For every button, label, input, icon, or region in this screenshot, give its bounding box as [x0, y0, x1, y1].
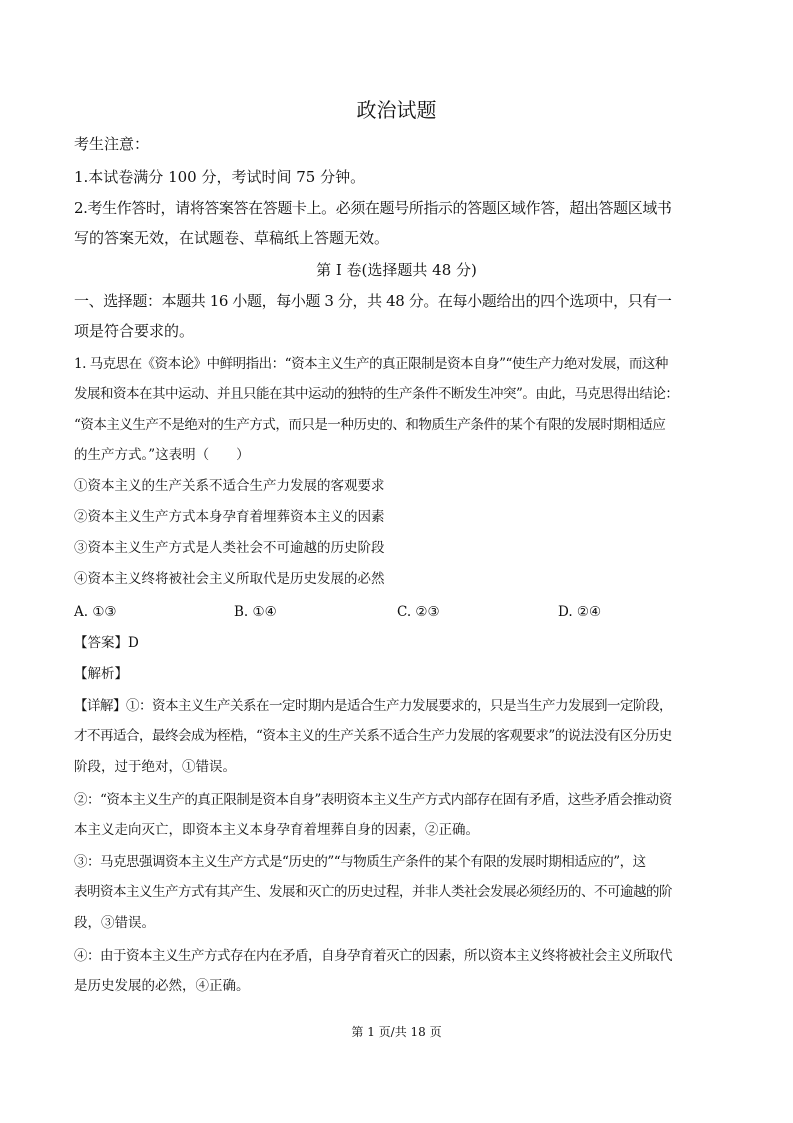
detail-line-6: ③：马克思强调资本主义生产方式是“历史的”“与物质生产条件的某个有限的发展时期相适应的”，这 — [74, 854, 646, 870]
answer-label: 【答案】D — [74, 635, 139, 651]
section-instruction-line-1: 一、选择题：本题共 16 小题，每小题 3 分，共 48 分。在每小题给出的四个选项中，只有一 — [74, 292, 672, 310]
notice-item-2-line-1: 2.考生作答时，请将答案答在答题卡上。必须在题号所指示的答题区域作答，超出答题区域书 — [74, 199, 672, 217]
detail-line-2: 才不再适合，最终会成为桎梏，“资本主义的生产关系不适合生产力发展的客观要求”的说法没有区分历史 — [74, 728, 672, 744]
section-instruction-line-2: 项是符合要求的。 — [74, 322, 195, 340]
analysis-label: 【解析】 — [74, 666, 128, 682]
statement-1: ①资本主义的生产关系不适合生产力发展的客观要求 — [74, 478, 385, 494]
question-stem-line-2: 发展和资本在其中运动、并且只能在其中运动的独特的生产条件不断发生冲突”。由此，马克思得出结论： — [74, 386, 679, 402]
detail-line-7: 表明资本主义生产方式有其产生、发展和灭亡的历史过程，并非人类社会发展必须经历的、不可逾越的阶 — [74, 884, 672, 900]
option-d: D. ②④ — [558, 604, 602, 620]
detail-line-10: 是历史发展的必然，④正确。 — [74, 978, 250, 994]
detail-line-4: ②：“资本主义生产的真正限制是资本自身”表明资本主义生产方式内部存在固有矛盾，这些矛盾会推动资 — [74, 792, 672, 808]
detail-line-9: ④：由于资本主义生产方式存在内在矛盾，自身孕育着灭亡的因素，所以资本主义终将被社会主义所取代 — [74, 948, 672, 964]
option-a: A. ①③ — [74, 604, 117, 620]
page-footer: 第 1 页/共 18 页 — [351, 1025, 442, 1039]
notice-heading: 考生注意： — [74, 135, 150, 153]
question-stem-line-4: 的生产方式。”这表明（ ） — [74, 447, 250, 463]
question-stem-line-3: “资本主义生产不是绝对的生产方式，而只是一种历史的、和物质生产条件的某个有限的发展时期相适应 — [74, 417, 666, 433]
notice-item-1: 1.本试卷满分 100 分，考试时间 75 分钟。 — [74, 168, 366, 186]
question-stem-line-1: 1. 马克思在《资本论》中鲜明指出：“资本主义生产的真正限制是资本自身”“使生产力绝对发展，而这种 — [74, 356, 668, 372]
detail-line-5: 本主义走向灭亡，即资本主义本身孕育着埋葬自身的因素，②正确。 — [74, 822, 479, 838]
option-c: C. ②③ — [397, 604, 440, 620]
page-title: 政治试题 — [356, 98, 437, 122]
statement-3: ③资本主义生产方式是人类社会不可逾越的历史阶段 — [74, 540, 385, 556]
statement-2: ②资本主义生产方式本身孕育着埋葬资本主义的因素 — [74, 509, 385, 525]
option-b: B. ①④ — [234, 604, 277, 620]
detail-line-1: 【详解】①：资本主义生产关系在一定时期内是适合生产力发展要求的，只是当生产力发展到一定阶段， — [74, 698, 672, 714]
detail-line-8: 段，③错误。 — [74, 915, 155, 931]
detail-line-3: 阶段，过于绝对，①错误。 — [74, 759, 236, 775]
section-heading: 第 I 卷(选择题共 48 分) — [316, 261, 477, 279]
statement-4: ④资本主义终将被社会主义所取代是历史发展的必然 — [74, 571, 385, 587]
notice-item-2-line-2: 写的答案无效，在试题卷、草稿纸上答题无效。 — [74, 229, 390, 247]
